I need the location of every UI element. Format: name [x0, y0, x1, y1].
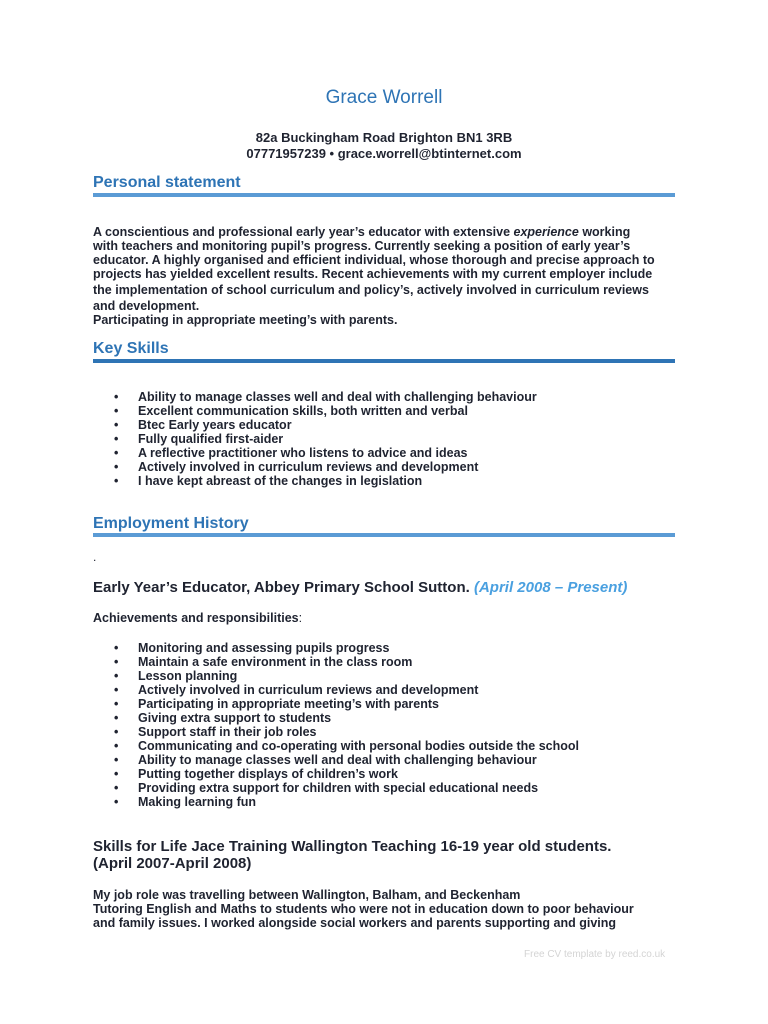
list-item-text: Lesson planning	[138, 669, 238, 683]
list-item	[93, 767, 675, 781]
personal-statement-text	[93, 225, 675, 327]
list-item	[93, 711, 675, 725]
contact-block	[93, 130, 675, 162]
stray-dot: .	[93, 550, 97, 564]
list-item	[93, 739, 675, 753]
bullet-icon: •	[114, 697, 119, 711]
list-item	[93, 474, 675, 488]
bullet-icon: •	[114, 669, 119, 683]
statement-line-6: and development.	[93, 299, 200, 313]
personal-statement-rule	[93, 193, 675, 197]
bullet-icon: •	[114, 460, 119, 474]
statement-line-2: with teachers and monitoring pupil’s progress. Currently seeking a position of early year’s	[93, 239, 631, 253]
list-item	[93, 390, 675, 404]
job-1-responsibilities-list	[93, 641, 675, 809]
list-item	[93, 683, 675, 697]
job-2-title	[93, 838, 675, 872]
job-1-role: Early Year’s Educator, Abbey Primary School Sutton.	[93, 579, 470, 596]
list-item-text: A reflective practitioner who listens to advice and ideas	[138, 446, 468, 460]
list-item	[93, 697, 675, 711]
statement-line-5: the implementation of school curriculum and policy’s, actively involved in curriculum reviews	[93, 283, 649, 297]
job-2-desc-line-1: My job role was travelling between Wallington, Balham, and Beckenham	[93, 888, 521, 902]
list-item	[93, 404, 675, 418]
key-skills-heading: Key Skills	[93, 340, 169, 357]
bullet-icon: •	[114, 418, 119, 432]
bullet-icon: •	[114, 446, 119, 460]
list-item-text: Communicating and co-operating with personal bodies outside the school	[138, 739, 580, 753]
employment-history-rule	[93, 533, 675, 537]
list-item	[93, 669, 675, 683]
bullet-icon: •	[114, 641, 119, 655]
list-item-text: Ability to manage classes well and deal with challenging behaviour	[138, 390, 537, 404]
job-2-title-line-2: (April 2007-April 2008)	[93, 855, 252, 872]
list-item	[93, 753, 675, 767]
list-item	[93, 725, 675, 739]
job-1-dates: (April 2008 – Present)	[473, 579, 628, 596]
list-item-text: Support staff in their job roles	[138, 725, 317, 739]
list-item-text: Ability to manage classes well and deal with challenging behaviour	[138, 753, 537, 767]
list-item-text: Putting together displays of children’s work	[138, 767, 398, 781]
key-skills-list	[93, 390, 675, 488]
bullet-icon: •	[114, 683, 119, 697]
bullet-icon: •	[114, 404, 119, 418]
bullet-icon: •	[114, 432, 119, 446]
statement-line-1: A conscientious and professional early year’s educator with extensive experience working	[93, 225, 631, 239]
list-item-text: I have kept abreast of the changes in legislation	[138, 474, 423, 488]
list-item-text: Fully qualified first-aider	[138, 432, 284, 446]
job-2-title-line-1: Skills for Life Jace Training Wallington Teaching 16-19 year old students.	[93, 838, 612, 855]
list-item	[93, 655, 675, 669]
bullet-icon: •	[114, 753, 119, 767]
bullet-icon: •	[114, 725, 119, 739]
achievements-label: Achievements and responsibilities:	[93, 611, 303, 625]
bullet-icon: •	[114, 781, 119, 795]
list-item-text: Excellent communication skills, both written and verbal	[138, 404, 468, 418]
address-line: 82a Buckingham Road Brighton BN1 3RB	[255, 130, 513, 145]
footer-credit: Free CV template by reed.co.uk	[524, 949, 666, 960]
list-item-text: Participating in appropriate meeting’s with parents	[138, 697, 439, 711]
list-item	[93, 446, 675, 460]
statement-line-4: projects has yielded excellent results. Recent achievements with my current employer include	[93, 267, 653, 281]
list-item-text: Actively involved in curriculum reviews and development	[138, 460, 479, 474]
bullet-icon: •	[114, 390, 119, 404]
job-1-title	[93, 579, 675, 596]
list-item-text: Providing extra support for children with special educational needs	[138, 781, 539, 795]
employment-history-heading: Employment History	[93, 515, 249, 532]
list-item-text: Maintain a safe environment in the class room	[138, 655, 413, 669]
bullet-icon: •	[114, 474, 119, 488]
bullet-icon: •	[114, 795, 119, 809]
list-item	[93, 432, 675, 446]
list-item-text: Actively involved in curriculum reviews and development	[138, 683, 479, 697]
bullet-icon: •	[114, 739, 119, 753]
list-item	[93, 418, 675, 432]
list-item	[93, 795, 675, 809]
list-item	[93, 460, 675, 474]
list-item	[93, 781, 675, 795]
list-item-text: Making learning fun	[138, 795, 257, 809]
candidate-name: Grace Worrell	[325, 87, 443, 108]
list-item-text: Giving extra support to students	[138, 711, 332, 725]
bullet-icon: •	[114, 655, 119, 669]
list-item-text: Monitoring and assessing pupils progress	[138, 641, 390, 655]
bullet-icon: •	[114, 711, 119, 725]
job-2-desc-line-3: and family issues. I worked alongside social workers and parents supporting and giving	[93, 916, 617, 930]
job-2-description	[93, 888, 675, 930]
statement-line-7: Participating in appropriate meeting’s with parents.	[93, 313, 398, 327]
phone-email-line: 07771957239 • grace.worrell@btinternet.com	[246, 146, 522, 161]
bullet-icon: •	[114, 767, 119, 781]
list-item-text: Btec Early years educator	[138, 418, 292, 432]
job-2-desc-line-2: Tutoring English and Maths to students who were not in education down to poor behaviour	[93, 902, 634, 916]
list-item	[93, 641, 675, 655]
key-skills-rule	[93, 359, 675, 363]
statement-line-3: educator. A highly organised and efficient individual, whose thorough and precise approach to	[93, 253, 655, 267]
personal-statement-heading: Personal statement	[93, 174, 241, 191]
